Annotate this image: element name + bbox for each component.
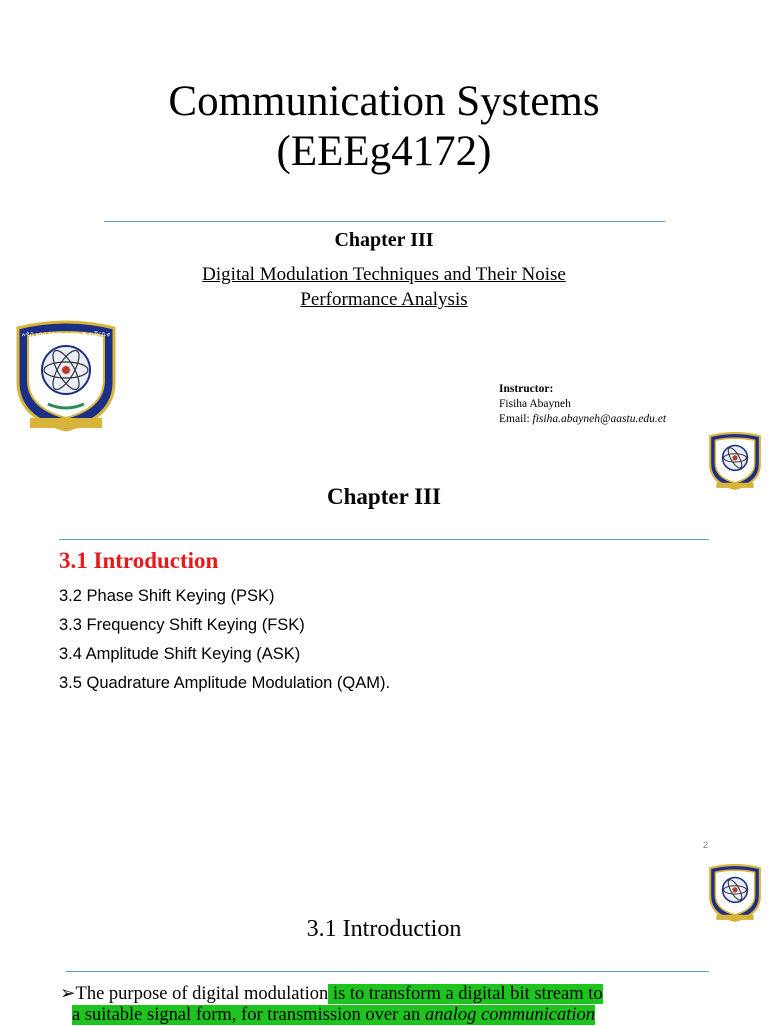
slide1-subtitle-line1: Digital Modulation Techniques and Their Noise (202, 264, 566, 285)
toc-item: 3.3 Frequency Shift Keying (FSK) (59, 616, 305, 634)
slide3-title: 3.1 Introduction (306, 916, 462, 942)
slide1-divider (104, 221, 665, 222)
toc-item: 3.2 Phase Shift Keying (PSK) (59, 587, 275, 605)
bullet-text-highlight-plain: a suitable signal form, for transmission over an (72, 1005, 425, 1025)
page-number: 2 (703, 840, 709, 850)
toc-item: 3.5 Quadrature Amplitude Modulation (QAM). (59, 674, 391, 692)
slide3-bullet-line2 (72, 1005, 595, 1026)
instructor-email-line (499, 412, 666, 426)
university-seal-icon (12, 320, 120, 432)
slide1-title-line2: (EEEg4172) (276, 128, 492, 175)
instructor-label: Instructor: (499, 383, 554, 395)
slide2-chapter: Chapter III (327, 484, 441, 509)
slide1-subtitle-line2: Performance Analysis (300, 289, 468, 310)
slide1-title-line1: Communication Systems (168, 78, 600, 125)
email-link[interactable]: fisiha.abayneh@aastu.edu.et (532, 413, 667, 425)
toc-item-current: 3.1 Introduction (59, 548, 219, 573)
slide3-divider (66, 971, 709, 972)
svg-text:አዲስ አበባ ሳይንስና ቴክኖሎጂ ዩኒቨርሲቲ: አዲስ አበባ ሳይንስና ቴክኖሎጂ ዩኒቨርሲቲ (21, 331, 111, 338)
bullet-text-highlight: is to transform a digital bit stream to (328, 984, 603, 1004)
bullet-text-highlight-italic: analog communication (424, 1005, 596, 1025)
bullet-text-plain: The purpose of digital modulation (75, 984, 329, 1004)
university-seal-icon (707, 864, 763, 922)
bullet-arrow-icon: ➢ (60, 984, 76, 1004)
email-label: Email: (499, 413, 533, 425)
slide1-chapter: Chapter III (334, 229, 434, 251)
bullet-text-highlight (72, 1005, 595, 1025)
toc-item: 3.4 Amplitude Shift Keying (ASK) (59, 645, 301, 663)
slide2-divider (59, 539, 709, 540)
slide3-bullet-line1 (60, 984, 603, 1005)
university-seal-icon (707, 432, 763, 490)
instructor-name: Fisiha Abayneh (499, 398, 571, 410)
